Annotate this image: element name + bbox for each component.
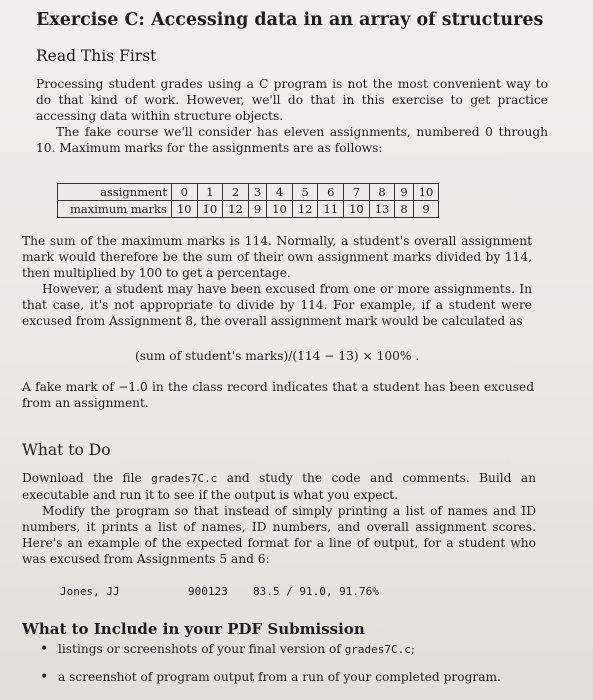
heading-read-first: Read This First (36, 47, 157, 65)
intro-paragraph-2: The fake course we'll consider has eleven assignments, numbered 0 through 10. Maximum marks for the assignments are as follows: (36, 125, 548, 155)
table-cell: 0 (171, 184, 197, 201)
intro-text (36, 76, 548, 156)
table-cell: 8 (395, 201, 413, 218)
filename-code: grades7C.c (151, 472, 218, 485)
heading-what-to-do: What to Do (22, 441, 111, 459)
table-cell: 5 (292, 184, 318, 201)
text-span: listings or screenshots of your final version of (58, 642, 345, 656)
table-cell: 1 (197, 184, 223, 201)
sample-name: Jones, JJ (60, 585, 120, 598)
sum-explanation (22, 233, 532, 329)
sample-id: 900123 (188, 585, 228, 598)
table-cell: 2 (223, 184, 249, 201)
table-cell: 10 (197, 201, 223, 218)
submission-list (30, 642, 570, 698)
table-cell: 6 (318, 184, 344, 201)
sum-paragraph-2: However, a student may have been excused from one or more assignments. In that case, it's not appropriate to divide by 114. For example, if a student were excused from Assignment 8, the overall assignment mark would be calculated as (22, 282, 532, 328)
table-row-label: assignment (58, 184, 172, 201)
table-cell: 3 (248, 184, 266, 201)
intro-paragraph-1: Processing student grades using a C program is not the most convenient way to do that kind of work. However, we'll do that in this exercise to get practice accessing data within structure objects. (36, 77, 548, 123)
text-span: Download the file (22, 471, 152, 485)
what-to-do-text (22, 470, 536, 567)
table-cell: 10 (344, 201, 370, 218)
table-row-label: maximum marks (58, 201, 172, 218)
table-cell: 7 (344, 184, 370, 201)
page-title: Exercise C: Accessing data in an array of structures (36, 10, 544, 30)
table-cell: 12 (223, 201, 249, 218)
table-cell: 9 (248, 201, 266, 218)
table-cell: 13 (369, 201, 395, 218)
table-cell: 12 (292, 201, 318, 218)
max-marks-table (57, 183, 439, 218)
table-cell: 11 (318, 201, 344, 218)
sum-paragraph-1: The sum of the maximum marks is 114. Normally, a student's overall assignment mark would therefore be the sum of their own assignment marks divided by 114, then multiplied by 100 to get a percentage. (22, 234, 532, 280)
text-span: a screenshot of program output from a run of your completed program. (58, 670, 501, 684)
table-cell: 10 (171, 201, 197, 218)
text-span: and study the code and comments. Build an executable and run it to see if the output is what you expect. (22, 471, 536, 502)
what-to-do-paragraph-2: Modify the program so that instead of simply printing a list of names and ID numbers, it prints a list of names, ID numbers, and overall assignment scores. Here's an example of the expected format for a line of output, for a student who was excused from Assignments 5 and 6: (22, 504, 536, 566)
fake-mark-paragraph: A fake mark of −1.0 in the class record indicates that a student has been excused from an assignment. (22, 380, 534, 410)
fake-mark-note (22, 379, 534, 411)
list-item (30, 642, 570, 656)
what-to-do-paragraph-1 (22, 470, 536, 503)
formula: (sum of student's marks)/(114 − 13) × 100% . (135, 349, 420, 363)
sample-scores: 83.5 / 91.0, 91.76% (253, 585, 379, 598)
table-cell: 4 (267, 184, 293, 201)
table-row-assignment (58, 184, 439, 201)
table-cell: 8 (369, 184, 395, 201)
table-cell: 10 (267, 201, 293, 218)
text-span: ; (410, 642, 416, 656)
table-row-maximum-marks (58, 201, 439, 218)
table-cell: 9 (413, 201, 439, 218)
table-cell: 10 (413, 184, 439, 201)
heading-submission: What to Include in your PDF Submission (22, 620, 365, 638)
table-cell: 9 (395, 184, 413, 201)
list-item (30, 670, 570, 684)
filename-code: grades7C.c (344, 643, 411, 656)
